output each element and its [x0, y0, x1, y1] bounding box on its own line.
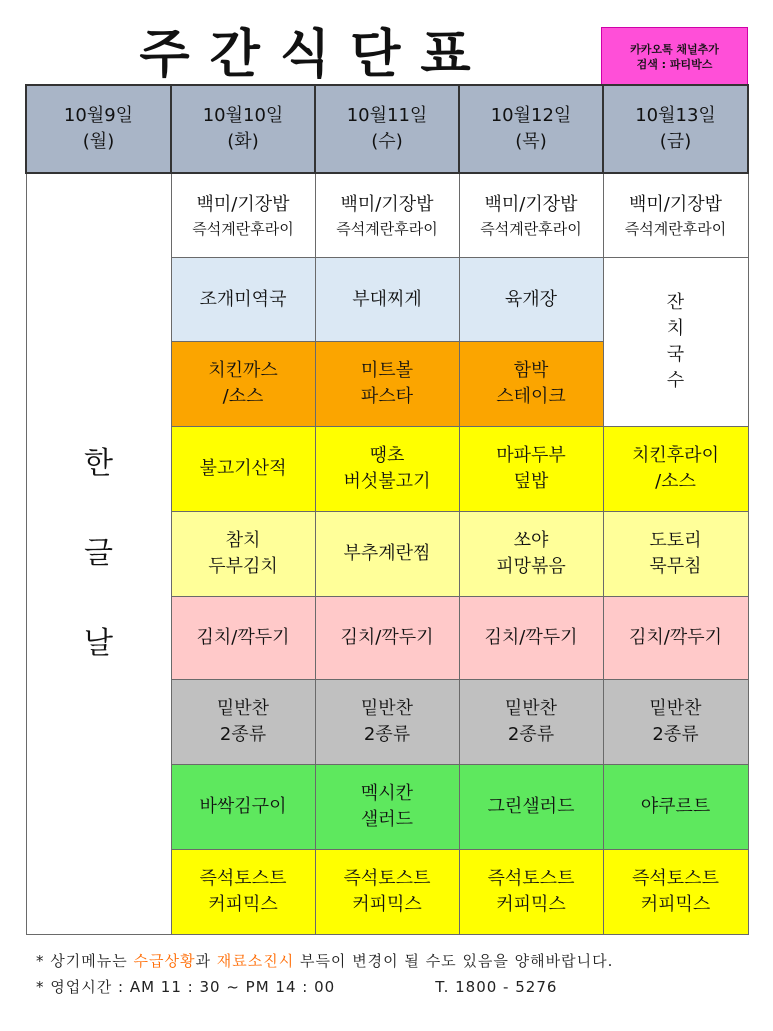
kimchi-cell: 김치/깍두기	[459, 597, 603, 680]
day-header-mon: 10월9일 (월)	[26, 85, 171, 173]
header-row	[26, 85, 748, 173]
rice-cell: 백미/기장밥 즉석계란후라이	[315, 173, 459, 258]
banchan-cell: 밑반찬 2종류	[459, 680, 603, 765]
side-dish-cell: 부추계란찜	[315, 512, 459, 597]
meat-cell: 마파두부 덮밥	[459, 427, 603, 512]
salad-cell: 야쿠르트	[603, 765, 748, 850]
kimchi-cell: 김치/깍두기	[603, 597, 748, 680]
holiday-cell: 한 글 날	[26, 173, 171, 935]
business-hours-note	[36, 974, 756, 1000]
toast-cell: 즉석토스트 커피믹스	[171, 850, 315, 935]
banchan-cell: 밑반찬 2종류	[315, 680, 459, 765]
meat-cell: 불고기산적	[171, 427, 315, 512]
side-dish-cell: 쏘야 피망볶음	[459, 512, 603, 597]
main-dish-cell: 치킨까스 /소스	[171, 342, 315, 427]
main-dish-cell: 함박 스테이크	[459, 342, 603, 427]
kakao-line-1: 카카오톡 채널추가	[630, 43, 719, 56]
banchan-cell: 밑반찬 2종류	[603, 680, 748, 765]
salad-cell: 멕시칸 샐러드	[315, 765, 459, 850]
footer-notes	[36, 948, 756, 1000]
toast-cell: 즉석토스트 커피믹스	[315, 850, 459, 935]
soup-cell: 육개장	[459, 258, 603, 342]
page-title: 주간식단표	[139, 25, 491, 85]
meat-cell: 땡초 버섯불고기	[315, 427, 459, 512]
kimchi-cell: 김치/깍두기	[171, 597, 315, 680]
business-hours: * 영업시간 : AM 11 : 30 ~ PM 14 : 00	[36, 978, 336, 996]
main-dish-cell: 미트볼 파스타	[315, 342, 459, 427]
kakao-line-2: 검색 : 파티박스	[636, 58, 713, 71]
kakao-channel-badge	[601, 27, 748, 87]
salad-cell: 그린샐러드	[459, 765, 603, 850]
day-header-tue: 10월10일 (화)	[171, 85, 315, 173]
rice-row	[26, 173, 748, 258]
soup-cell: 조개미역국	[171, 258, 315, 342]
toast-cell: 즉석토스트 커피믹스	[459, 850, 603, 935]
side-dish-cell: 참치 두부김치	[171, 512, 315, 597]
day-header-wed: 10월11일 (수)	[315, 85, 459, 173]
day-header-thu: 10월12일 (목)	[459, 85, 603, 173]
menu-change-note: * 상기메뉴는 수급상황과 재료소진시 부득이 변경이 될 수도 있음을 양해바랍니다.	[36, 952, 614, 970]
soup-cell: 부대찌게	[315, 258, 459, 342]
kimchi-cell: 김치/깍두기	[315, 597, 459, 680]
rice-cell: 백미/기장밥 즉석계란후라이	[171, 173, 315, 258]
day-header-fri: 10월13일 (금)	[603, 85, 748, 173]
banchan-cell: 밑반찬 2종류	[171, 680, 315, 765]
friday-soup-cell: 잔 치 국 수	[603, 258, 748, 427]
phone-number: T. 1800 - 5276	[435, 978, 558, 996]
toast-cell: 즉석토스트 커피믹스	[603, 850, 748, 935]
rice-cell: 백미/기장밥 즉석계란후라이	[603, 173, 748, 258]
weekly-menu-table	[25, 84, 749, 935]
side-dish-cell: 도토리 묵무침	[603, 512, 748, 597]
meat-cell: 치킨후라이 /소스	[603, 427, 748, 512]
salad-cell: 바싹김구이	[171, 765, 315, 850]
rice-cell: 백미/기장밥 즉석계란후라이	[459, 173, 603, 258]
